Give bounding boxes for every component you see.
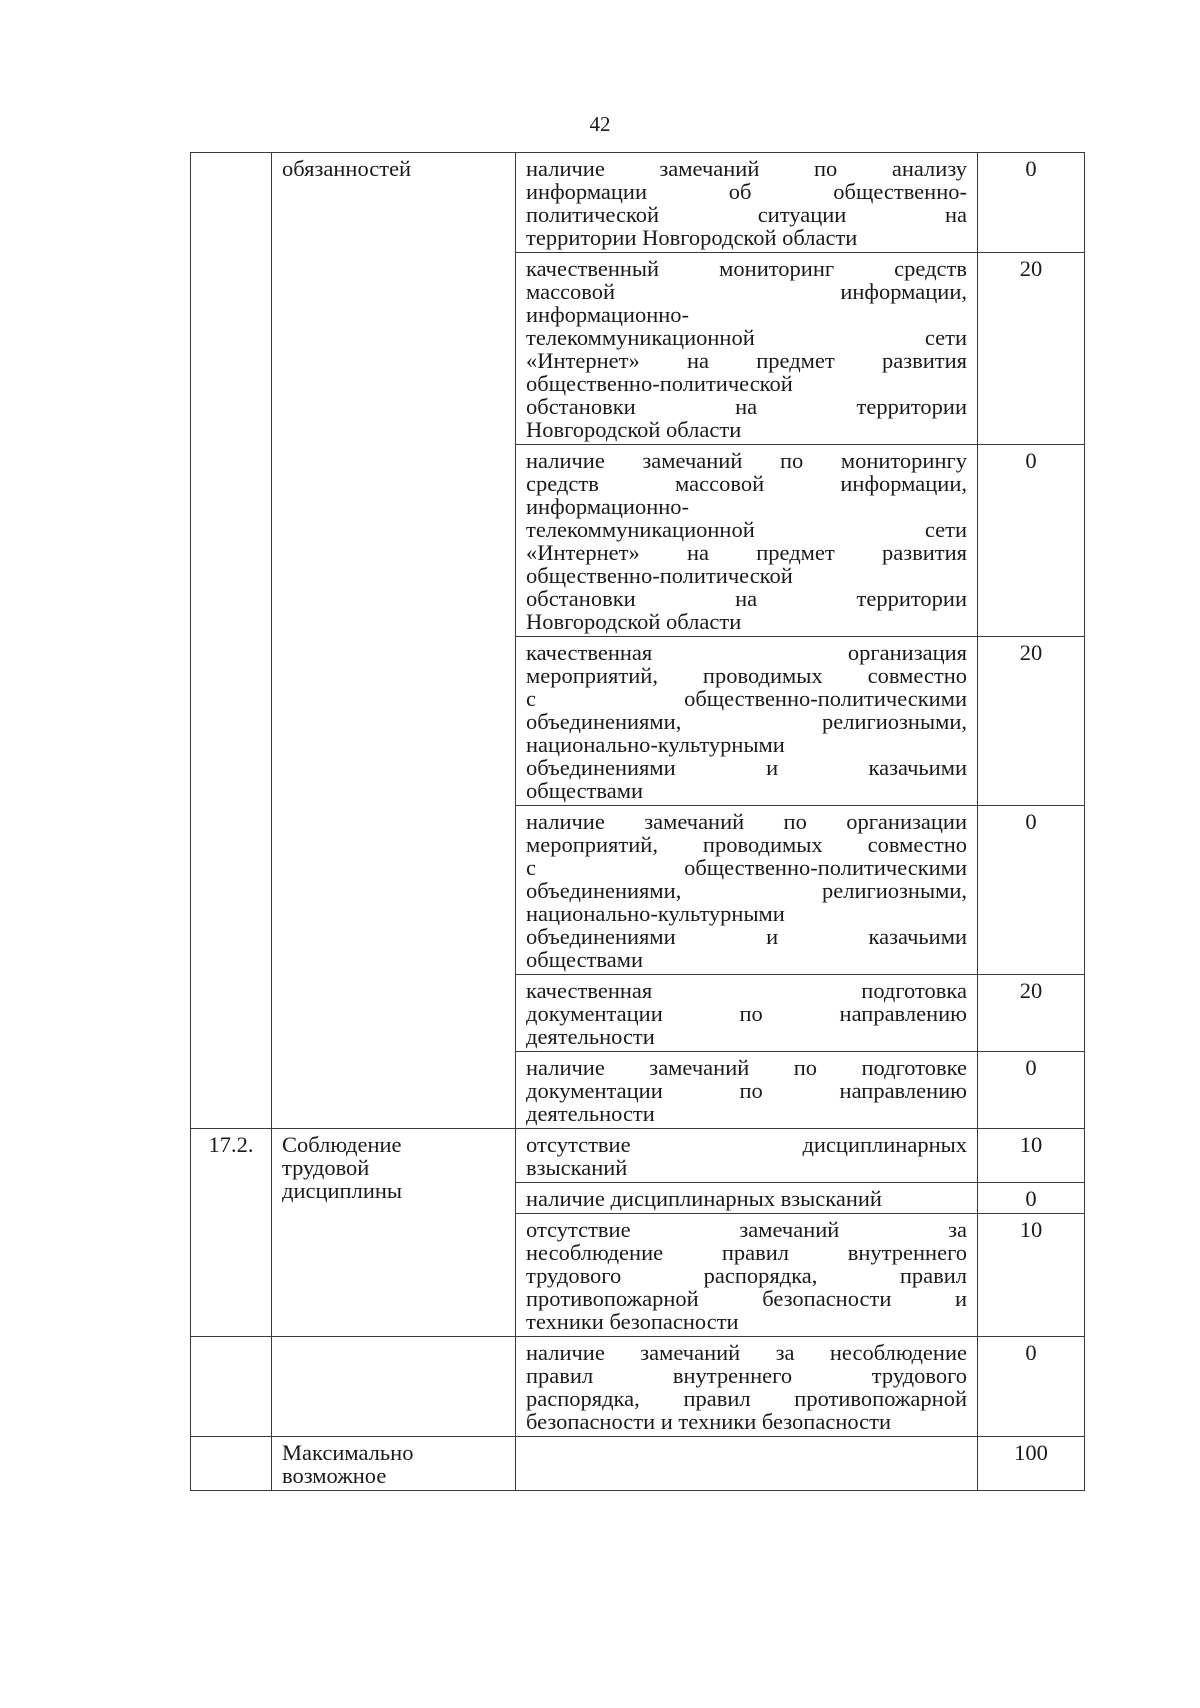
criterion-cell: [516, 637, 978, 806]
score-value: 20: [1019, 640, 1043, 665]
criterion-line: объединениями и казачьими: [526, 755, 967, 780]
score-value: 10: [1019, 1217, 1043, 1242]
indicator-text: Соблюдение трудовой дисциплины: [282, 1132, 403, 1203]
criterion-line: трудового распорядка, правил: [526, 1263, 967, 1288]
criterion-line: качественная подготовка: [526, 978, 967, 1003]
criterion-line: отсутствие дисциплинарных: [526, 1132, 967, 1157]
table-row: [191, 1129, 1085, 1183]
score-cell: [978, 1052, 1085, 1129]
criterion-line: телекоммуникационной сети: [526, 517, 967, 542]
criterion-line: средств массовой информации,: [526, 471, 967, 496]
criterion-cell: [516, 975, 978, 1052]
score-cell: [978, 975, 1085, 1052]
criterion-cell: [516, 806, 978, 975]
criterion-line: общественно-политической: [526, 371, 793, 396]
row-number: 17.2.: [208, 1132, 254, 1157]
criterion-line: информационно-: [526, 302, 690, 327]
score-value: 20: [1019, 978, 1043, 1003]
criterion-line: взысканий: [526, 1155, 628, 1180]
criterion-cell: [516, 153, 978, 253]
criterion-line: Новгородской области: [526, 609, 742, 634]
score-value: 20: [1019, 256, 1043, 281]
indicator-cell: [272, 1129, 516, 1337]
score-cell: [978, 806, 1085, 975]
indicator-text: Максимально возможное: [282, 1440, 414, 1488]
score-value: 0: [1025, 809, 1037, 834]
criterion-line: обстановки на территории: [526, 394, 967, 419]
score-cell: [978, 1183, 1085, 1214]
indicator-text: обязанностей: [282, 156, 412, 181]
criterion-cell: [516, 253, 978, 445]
criterion-line: объединениями, религиозными,: [526, 709, 967, 734]
row-number-cell: [191, 1337, 272, 1437]
table-row: [191, 1437, 1085, 1491]
criterion-line: безопасности и техники безопасности: [526, 1409, 892, 1434]
score-value: 0: [1025, 1340, 1037, 1365]
criterion-line: качественный мониторинг средств: [526, 256, 967, 281]
criterion-line: деятельности: [526, 1101, 655, 1126]
criterion-line: Новгородской области: [526, 417, 742, 442]
criterion-cell: [516, 1337, 978, 1437]
score-cell: [978, 1437, 1085, 1491]
score-cell: [978, 153, 1085, 253]
row-number-cell: [191, 1437, 272, 1491]
table-row: [191, 153, 1085, 253]
criterion-line: обществами: [526, 947, 643, 972]
criterion-line: информации об общественно-: [526, 179, 967, 204]
criterion-line: распорядка, правил противопожарной: [526, 1386, 967, 1411]
criterion-line: наличие замечаний по подготовке: [526, 1055, 967, 1080]
score-cell: [978, 1337, 1085, 1437]
criterion-line: национально-культурными: [526, 732, 785, 757]
score-cell: [978, 253, 1085, 445]
criterion-line: телекоммуникационной сети: [526, 325, 967, 350]
criterion-line: наличие замечаний за несоблюдение: [526, 1340, 967, 1365]
criterion-cell: [516, 445, 978, 637]
criterion-line: «Интернет» на предмет развития: [526, 540, 967, 565]
criterion-line: мероприятий, проводимых совместно: [526, 832, 967, 857]
criterion-line: наличие замечаний по организации: [526, 809, 967, 834]
criterion-line: обществами: [526, 778, 643, 803]
indicator-cell: [272, 1437, 516, 1491]
table-row: [191, 1337, 1085, 1437]
criterion-line: с общественно-политическими: [526, 686, 967, 711]
criterion-line: деятельности: [526, 1024, 655, 1049]
score-cell: [978, 637, 1085, 806]
score-value: 10: [1019, 1132, 1043, 1157]
criterion-cell: [516, 1129, 978, 1183]
criterion-line: наличие дисциплинарных взысканий: [526, 1186, 882, 1211]
indicator-cell: [272, 153, 516, 1129]
criterion-line: отсутствие замечаний за: [526, 1217, 967, 1242]
criterion-line: документации по направлению: [526, 1078, 967, 1103]
row-number-cell: [191, 153, 272, 1129]
criterion-cell: [516, 1437, 978, 1491]
criterion-line: политической ситуации на: [526, 202, 967, 227]
criterion-line: массовой информации,: [526, 279, 967, 304]
criterion-line: с общественно-политическими: [526, 855, 967, 880]
criterion-line: объединениями, религиозными,: [526, 878, 967, 903]
score-cell: [978, 1214, 1085, 1337]
criterion-line: техники безопасности: [526, 1309, 739, 1334]
row-number-cell: [191, 1129, 272, 1337]
score-cell: [978, 1129, 1085, 1183]
criterion-line: национально-культурными: [526, 901, 785, 926]
criterion-line: документации по направлению: [526, 1001, 967, 1026]
evaluation-table: [190, 152, 1085, 1491]
criterion-line: несоблюдение правил внутреннего: [526, 1240, 967, 1265]
criterion-line: общественно-политической: [526, 563, 793, 588]
score-value: 0: [1025, 448, 1037, 473]
criterion-line: противопожарной безопасности и: [526, 1286, 967, 1311]
score-value: 0: [1025, 1186, 1037, 1211]
criterion-line: объединениями и казачьими: [526, 924, 967, 949]
criterion-line: наличие замечаний по мониторингу: [526, 448, 967, 473]
score-value: 100: [1014, 1440, 1048, 1465]
score-value: 0: [1025, 156, 1037, 181]
criterion-line: качественная организация: [526, 640, 967, 665]
criterion-line: мероприятий, проводимых совместно: [526, 663, 967, 688]
criterion-line: наличие замечаний по анализу: [526, 156, 967, 181]
criterion-line: территории Новгородской области: [526, 225, 858, 250]
criterion-cell: [516, 1214, 978, 1337]
criterion-line: информационно-: [526, 494, 690, 519]
criterion-line: правил внутреннего трудового: [526, 1363, 967, 1388]
criterion-line: «Интернет» на предмет развития: [526, 348, 967, 373]
page-number: 42: [589, 112, 611, 136]
criterion-cell: [516, 1052, 978, 1129]
score-value: 0: [1025, 1055, 1037, 1080]
score-cell: [978, 445, 1085, 637]
indicator-cell: [272, 1337, 516, 1437]
criterion-line: обстановки на территории: [526, 586, 967, 611]
criterion-cell: [516, 1183, 978, 1214]
